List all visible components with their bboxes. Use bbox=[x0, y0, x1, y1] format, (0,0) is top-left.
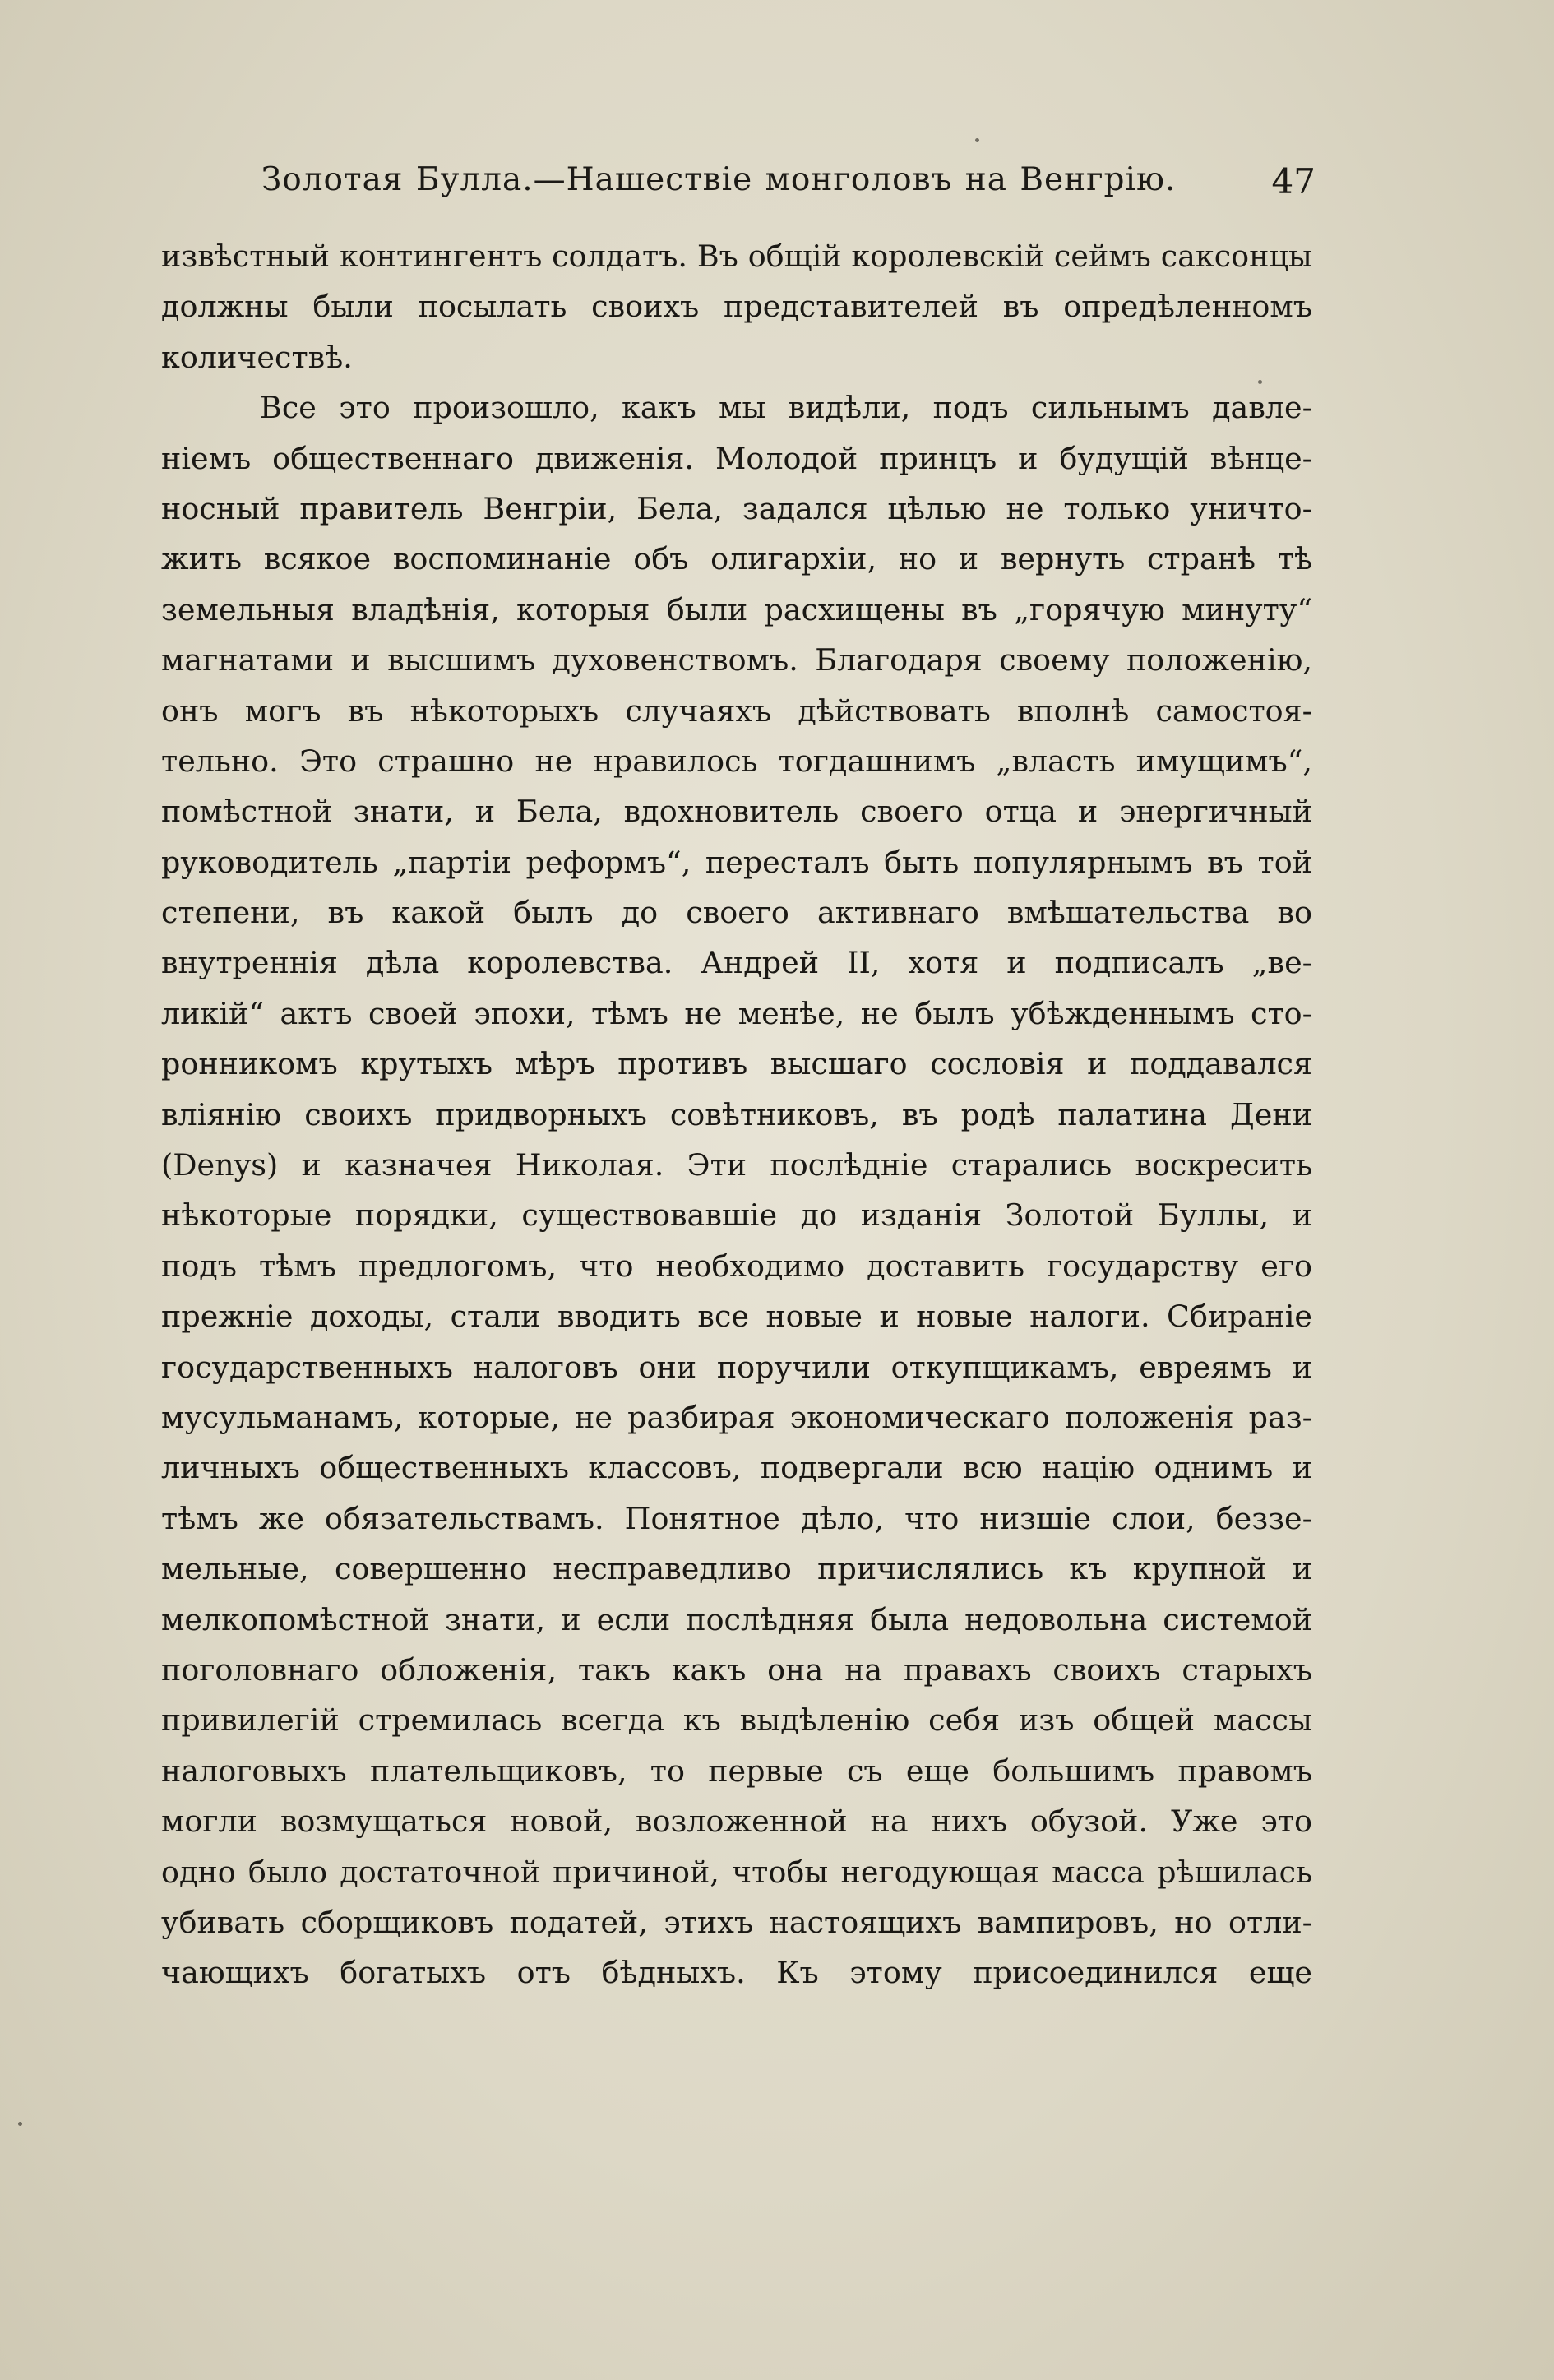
text-line: вліянію своихъ придворныхъ совѣтниковъ, въ родѣ палатина Дени bbox=[161, 1096, 1312, 1132]
text-line: поголовнаго обложенія, такъ какъ она на правахъ своихъ старыхъ bbox=[161, 1651, 1312, 1688]
print-speck bbox=[975, 138, 979, 142]
text-line: могли возмущаться новой, возложенной на нихъ обузой. Уже это bbox=[161, 1804, 1312, 1840]
text-line: степени, въ какой былъ до своего активнаго вмѣшательства во bbox=[161, 895, 1312, 931]
text-line: государственныхъ налоговъ они поручили откупщикамъ, евреямъ и bbox=[161, 1349, 1312, 1385]
text-line: руководитель „партіи реформъ“, пересталъ быть популярнымъ въ той bbox=[161, 844, 1312, 880]
page-number: 47 bbox=[1271, 161, 1316, 201]
page-header bbox=[261, 161, 1316, 219]
text-line: (Denys) и казначея Николая. Эти послѣдніе старались воскресить bbox=[161, 1147, 1312, 1183]
running-head: Золотая Булла.—Нашествіе монголовъ на Венгрію. bbox=[261, 161, 1177, 198]
text-line: онъ могъ въ нѣкоторыхъ случаяхъ дѣйствовать вполнѣ самостоя- bbox=[161, 692, 1312, 729]
text-line: привилегій стремилась всегда къ выдѣленію себя изъ общей массы bbox=[161, 1702, 1312, 1739]
text-line: прежніе доходы, стали вводить все новые и новые налоги. Сбираніе bbox=[161, 1299, 1312, 1335]
text-line: мельные, совершенно несправедливо причислялись къ крупной и bbox=[161, 1551, 1312, 1587]
print-speck bbox=[1258, 380, 1262, 384]
text-line: чающихъ богатыхъ отъ бѣдныхъ. Къ этому присоединился еще bbox=[161, 1955, 1312, 1991]
print-speck bbox=[18, 2122, 22, 2126]
text-line: налоговыхъ плательщиковъ, то первые съ еще большимъ правомъ bbox=[161, 1753, 1312, 1789]
text-line: тельно. Это страшно не нравилось тогдашнимъ „власть имущимъ“, bbox=[161, 743, 1312, 779]
text-line: жить всякое воспоминаніе объ олигархіи, но и вернуть странѣ тѣ bbox=[161, 541, 1312, 577]
text-line: тѣмъ же обязательствамъ. Понятное дѣло, что низшіе слои, беззе- bbox=[161, 1500, 1312, 1536]
text-line: ликій“ актъ своей эпохи, тѣмъ не менѣе, не былъ убѣжденнымъ сто- bbox=[161, 995, 1312, 1031]
text-line: убивать сборщиковъ податей, этихъ настоящихъ вампировъ, но отли- bbox=[161, 1904, 1312, 1940]
text-line: мелкопомѣстной знати, и если послѣдняя была недовольна системой bbox=[161, 1601, 1312, 1637]
text-line: мусульманамъ, которые, не разбирая экономическаго положенія раз- bbox=[161, 1399, 1312, 1435]
text-line: нѣкоторые порядки, существовавшіе до изданія Золотой Буллы, и bbox=[161, 1197, 1312, 1234]
text-line: количествѣ. bbox=[161, 339, 353, 375]
text-line: ронникомъ крутыхъ мѣръ противъ высшаго сословія и поддавался bbox=[161, 1046, 1312, 1082]
text-line: личныхъ общественныхъ классовъ, подвергали всю націю однимъ и bbox=[161, 1450, 1312, 1486]
text-line: магнатами и высшимъ духовенствомъ. Благодаря своему положенію, bbox=[161, 642, 1312, 678]
text-line: подъ тѣмъ предлогомъ, что необходимо доставить государству его bbox=[161, 1248, 1312, 1284]
text-line: должны были посылать своихъ представителей въ опредѣленномъ bbox=[161, 289, 1312, 325]
text-line: Все это произошло, какъ мы видѣли, подъ сильнымъ давле- bbox=[260, 390, 1312, 426]
text-line: носный правитель Венгріи, Бела, задался цѣлью не только уничто- bbox=[161, 490, 1312, 526]
text-line: помѣстной знати, и Бела, вдохновитель своего отца и энергичный bbox=[161, 794, 1312, 830]
body-text bbox=[161, 231, 1312, 1998]
text-line: внутреннія дѣла королевства. Андрей II, хотя и подписалъ „ве- bbox=[161, 945, 1312, 981]
text-line: ніемъ общественнаго движенія. Молодой принцъ и будущій вѣнце- bbox=[161, 440, 1312, 476]
text-line: извѣстный контингентъ солдатъ. Въ общій королевскій сеймъ саксонцы bbox=[161, 238, 1312, 274]
text-line: земельныя владѣнія, которыя были расхищены въ „горячую минуту“ bbox=[161, 591, 1312, 627]
text-line: одно было достаточной причиной, чтобы негодующая масса рѣшилась bbox=[161, 1854, 1312, 1890]
